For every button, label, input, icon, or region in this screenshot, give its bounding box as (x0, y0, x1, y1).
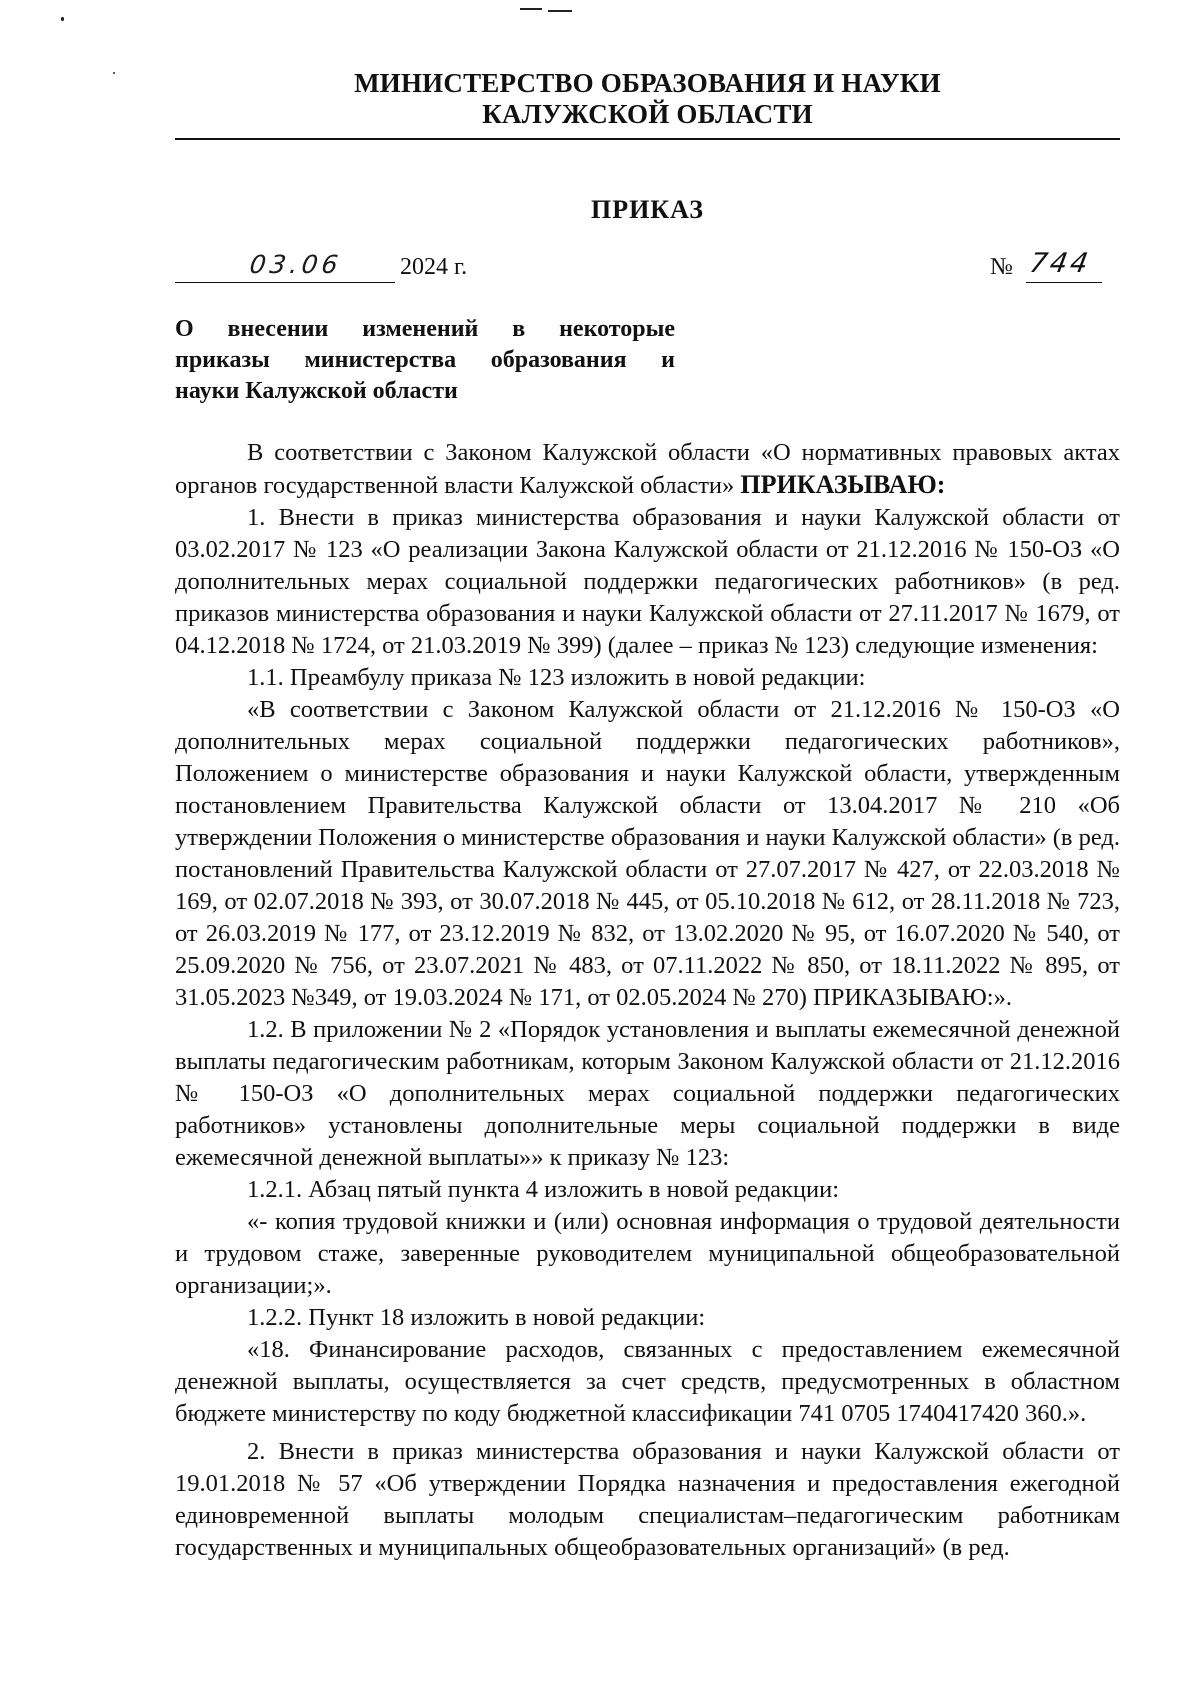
date-year: 2024 г. (400, 254, 468, 280)
ministry-header (175, 68, 1120, 130)
number-label: № (990, 254, 1013, 280)
header-divider (175, 138, 1120, 140)
document-subject (175, 314, 675, 407)
paragraph-1-2-1: 1.2.1. Абзац пятый пункта 4 изложить в новой редакции: (247, 1176, 839, 1203)
scan-mark-top (520, 8, 542, 10)
paragraph-1-2-2: 1.2.2. Пункт 18 изложить в новой редакции: (247, 1304, 706, 1331)
ministry-header-line1: МИНИСТЕРСТВО ОБРАЗОВАНИЯ И НАУКИ (354, 68, 941, 98)
date-handwritten: 03.06 (247, 250, 344, 279)
paragraph-1-1: 1.1. Преамбулу приказа № 123 изложить в новой редакции: (247, 664, 866, 691)
scan-dot-left (61, 17, 64, 21)
paragraph-2: 2. Внести в приказ министерства образования и науки Калужской области от 19.01.2018 № 57 «Об утверждении Порядка назначения и предоставления ежегодной единовременной выплаты молодым специалистам–педагогическим работникам государственных и муниципальных общеобразовательных организаций» (в ред. (175, 1438, 1120, 1561)
number-handwritten: 744 (1027, 248, 1094, 279)
paragraph-1-2-2-quote: «18. Финансирование расходов, связанных с предоставлением ежемесячной денежной выплаты, осуществляется за счет средств, предусмотренных в областном бюджете министерству по коду бюджетной классификации 741 0705 1740417420 360.». (175, 1336, 1120, 1427)
scan-dot-left-2 (113, 72, 115, 74)
paragraph-1-1-quote: «В соответствии с Законом Калужской области от 21.12.2016 № 150-ОЗ «О дополнительных мерах социальной поддержки педагогических работников», Положением о министерстве образования и науки Калужской области, утвержденным постановлением Правительства Калужской области от 13.04.2017 № 210 «Об утверждении Положения о министерстве образования и науки Калужской области» (в ред. постановлений Правительства Калужской области от 27.07.2017 № 427, от 22.03.2018 № 169, от 02.07.2018 № 393, от 30.07.2018 № 445, от 05.10.2018 № 612, от 28.11.2018 № 723, от 26.03.2019 № 177, от 23.12.2019 № 832, от 13.02.2020 № 95, от 16.07.2020 № 540, от 25.09.2020 № 756, от 23.07.2021 № 483, от 07.11.2022 № 850, от 18.11.2022 № 895, от 31.05.2023 №349, от 19.03.2024 № 171, от 02.05.2024 № 270) ПРИКАЗЫВАЮ:». (175, 696, 1120, 1011)
subject-line-2: приказы министерства образования и (175, 347, 675, 373)
paragraph-1-2-1-quote: «- копия трудовой книжки и (или) основная информация о трудовой деятельности и трудовом стаже, заверенные руководителем муниципальной общеобразовательной организации;». (175, 1208, 1120, 1299)
subject-line-3: науки Калужской области (175, 378, 458, 404)
number-underline (1026, 282, 1102, 283)
ministry-header-line2: КАЛУЖСКОЙ ОБЛАСТИ (482, 99, 813, 129)
order-word: ПРИКАЗЫВАЮ: (740, 470, 946, 499)
document-body (175, 437, 1120, 1564)
scan-mark-top-dash (548, 10, 572, 12)
document-type: ПРИКАЗ (590, 195, 705, 224)
date-underline (175, 282, 395, 283)
paragraph-1-2: 1.2. В приложении № 2 «Порядок установления и выплаты ежемесячной денежной выплаты педагогическим работникам, которым Законом Калужской области от 21.12.2016 № 150-ОЗ «О дополнительных мерах социальной поддержки педагогических работников» установлены дополнительные меры социальной поддержки в виде ежемесячной денежной выплаты»» к приказу № 123: (175, 1016, 1120, 1171)
paragraph-intro (175, 437, 1120, 502)
subject-line-1: О внесении изменений в некоторые (175, 316, 675, 342)
document-number (990, 250, 1120, 284)
intro-text: В соответствии с Законом Калужской области «О нормативных правовых актах органов государственной власти Калужской области» (175, 439, 1120, 499)
paragraph-1: 1. Внести в приказ министерства образования и науки Калужской области от 03.02.2017 № 123 «О реализации Закона Калужской области от 21.12.2016 № 150-ОЗ «О дополнительных мерах социальной поддержки педагогических работников» (в ред. приказов министерства образования и науки Калужской области от 27.11.2017 № 1679, от 04.12.2018 № 1724, от 21.03.2019 № 399) (далее – приказ № 123) следующие изменения: (175, 504, 1120, 659)
